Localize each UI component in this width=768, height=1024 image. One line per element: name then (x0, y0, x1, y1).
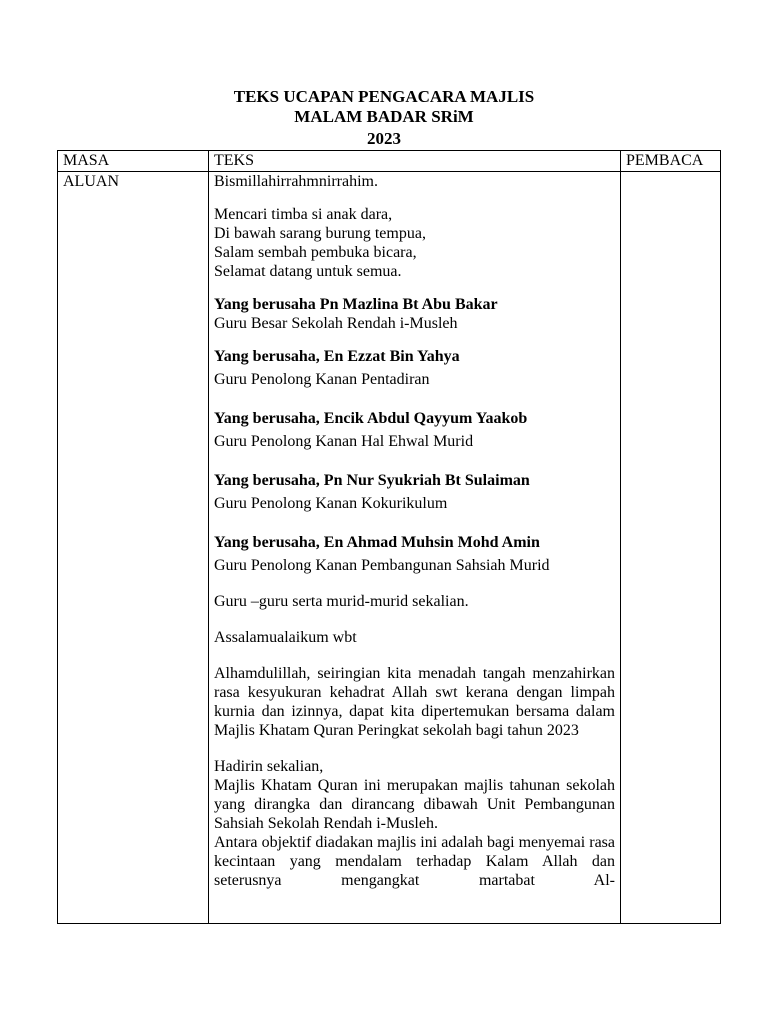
guest-name: Yang berusaha, Pn Nur Syukriah Bt Sulaiman (214, 472, 530, 489)
header-pembaca: PEMBACA (621, 151, 721, 172)
pantun-line: Mencari timba si anak dara, (214, 206, 393, 223)
pantun-line: Selamat datang untuk semua. (214, 263, 402, 280)
teachers-greeting: Guru –guru serta murid-murid sekalian. (214, 593, 469, 610)
guest-name: Yang berusaha, En Ezzat Bin Yahya (214, 348, 460, 365)
salam-text: Assalamualaikum wbt (214, 629, 357, 646)
opening-text: Bismillahirrahmnirrahim. (214, 173, 378, 190)
alhamdulillah-paragraph: Alhamdulillah, seiringian kita menadah tangah menzahirkan rasa kesyukuran kehadrat Allah swt kerana dengan limpah kurnia dan izinnya, dapat kita dipertemukan bersama dalam Majlis Khatam Quran Peringkat sekolah bagi tahun 2023 (214, 665, 615, 739)
pantun-line: Di bawah sarang burung tempua, (214, 225, 426, 242)
guest-role: Guru Penolong Kanan Hal Ehwal Murid (214, 433, 474, 450)
majlis-paragraph: Majlis Khatam Quran ini merupakan majlis tahunan sekolah yang dirangka dan dirancang dibawah Unit Pembangunan Sahsiah Sekolah Rendah i-Musleh. (214, 777, 615, 832)
guest-name: Yang berusaha, Encik Abdul Qayyum Yaakob (214, 410, 528, 427)
document-title-line1: TEKS UCAPAN PENGACARA MAJLIS (233, 87, 535, 106)
guest-name: Yang berusaha, En Ahmad Muhsin Mohd Amin (214, 534, 540, 551)
pantun-line: Salam sembah pembuka bicara, (214, 244, 417, 261)
cell-teks (209, 172, 621, 924)
document-title-line2: MALAM BADAR SRiM (294, 107, 474, 126)
header-teks: TEKS (209, 151, 621, 172)
guest-role: Guru Penolong Kanan Kokurikulum (214, 495, 448, 512)
header-masa: MASA (58, 151, 209, 172)
guest-role: Guru Penolong Kanan Pentadiran (214, 371, 430, 388)
table-row (58, 172, 721, 924)
guest-role: Guru Besar Sekolah Rendah i-Musleh (214, 315, 458, 332)
script-table (57, 150, 721, 924)
hadirin-text: Hadirin sekalian, (214, 758, 324, 775)
table-header-row (58, 151, 721, 172)
cell-masa: ALUAN (58, 172, 209, 924)
document-title-year: 2023 (367, 129, 401, 148)
guest-name: Yang berusaha Pn Mazlina Bt Abu Bakar (214, 296, 498, 313)
cell-pembaca (621, 172, 721, 924)
pantun (214, 205, 615, 281)
objektif-paragraph: Antara objektif diadakan majlis ini adalah bagi menyemai rasa kecintaan yang mendalam terhadap Kalam Allah dan seterusnya mengangkat martabat Al- (214, 834, 615, 889)
guest-role: Guru Penolong Kanan Pembangunan Sahsiah Murid (214, 557, 550, 574)
